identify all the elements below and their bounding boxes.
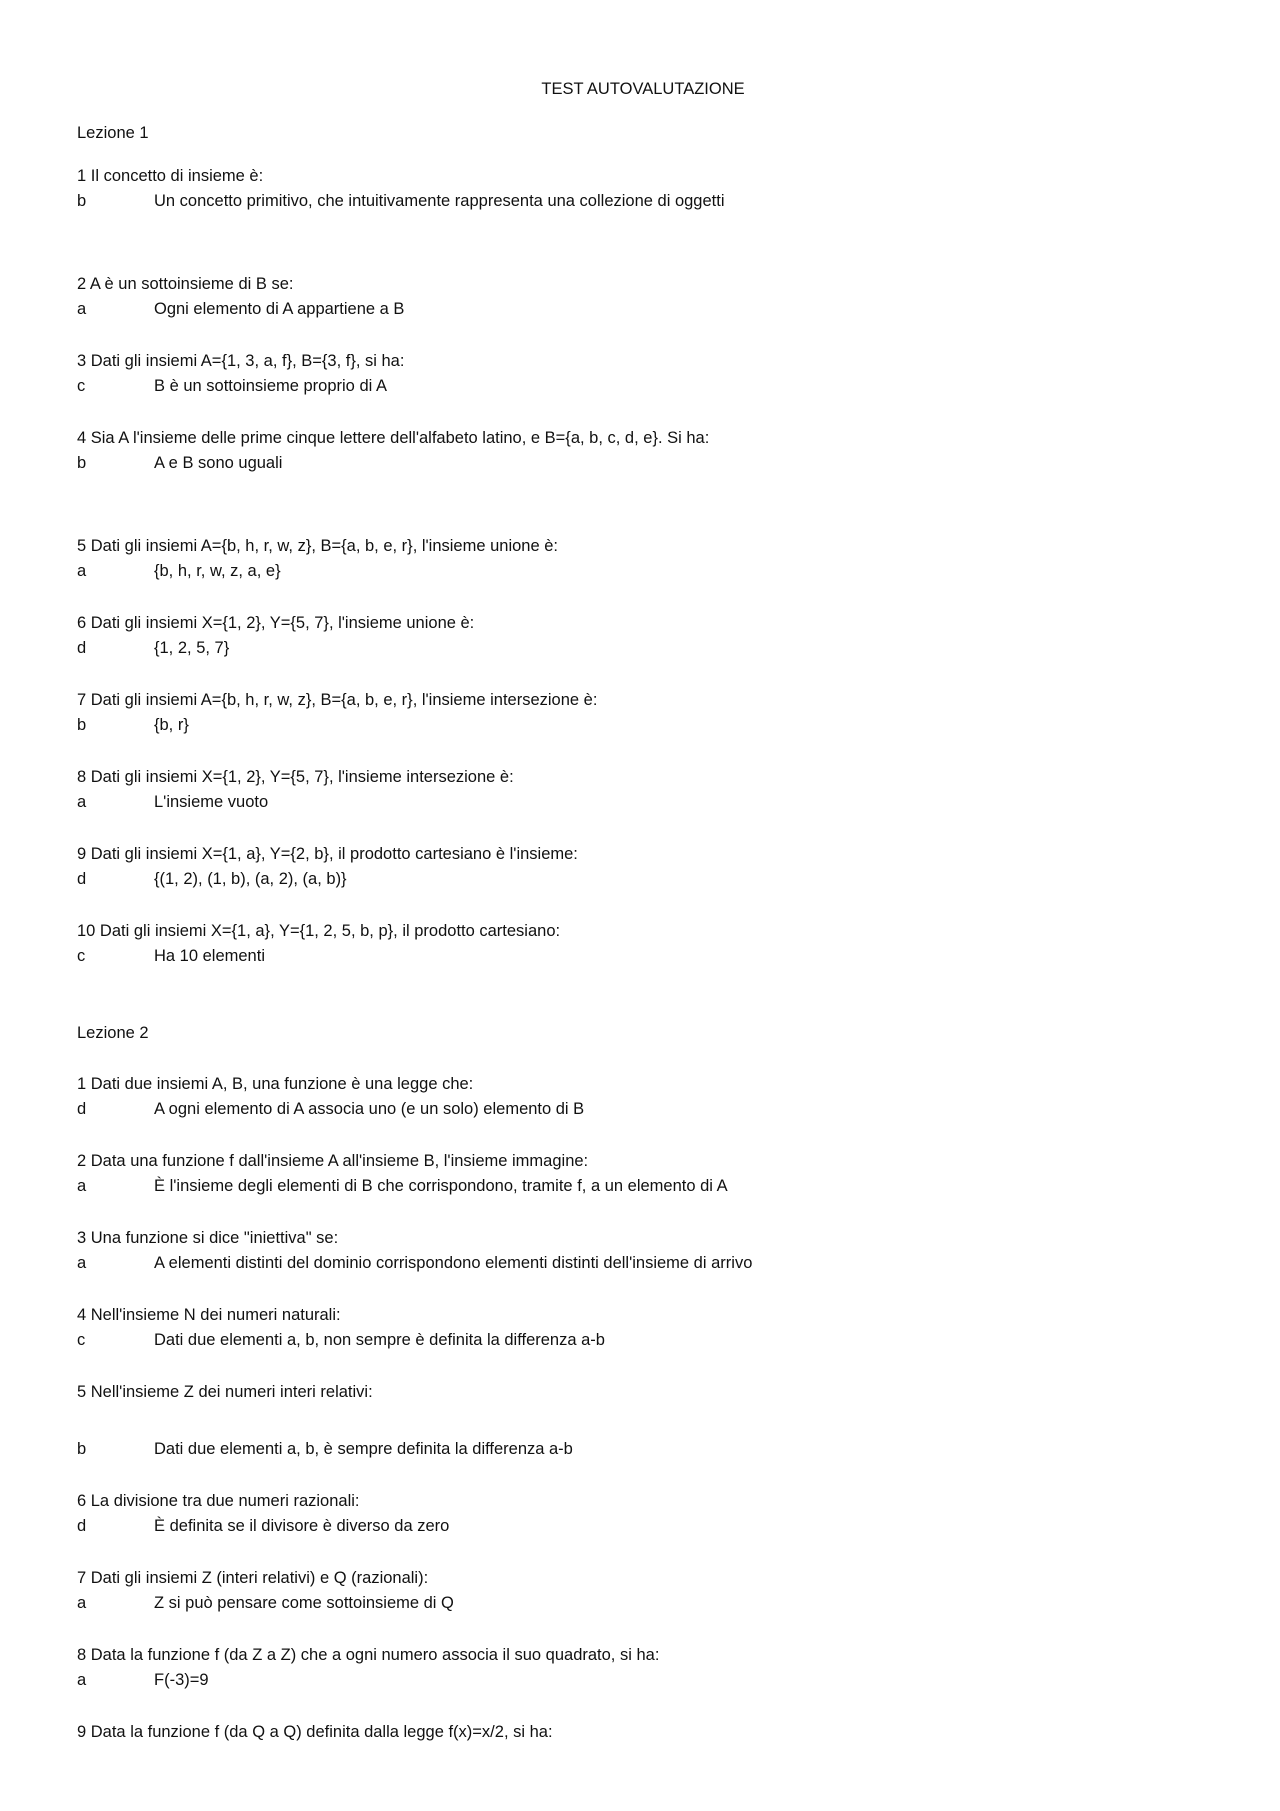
answer-letter: a (77, 562, 87, 580)
answer-row (77, 1669, 209, 1691)
answer-row (77, 1098, 584, 1120)
question-text: 4 Sia A l'insieme delle prime cinque lettere dell'alfabeto latino, e B={a, b, c, d, e}. Si ha: (77, 429, 710, 447)
answer-letter: d (77, 1517, 87, 1535)
answer-text: Z si può pensare come sottoinsieme di Q (154, 1594, 454, 1612)
answer-row (77, 1252, 752, 1274)
answer-row (77, 1175, 728, 1197)
answer-text: Dati due elementi a, b, non sempre è definita la differenza a-b (154, 1331, 605, 1349)
answer-letter: d (77, 870, 87, 888)
question-text: 9 Data la funzione f (da Q a Q) definita dalla legge f(x)=x/2, si ha: (77, 1723, 553, 1741)
answer-text: Un concetto primitivo, che intuitivamente rappresenta una collezione di oggetti (154, 192, 725, 210)
answer-letter: a (77, 1254, 87, 1272)
answer-letter: c (77, 947, 86, 965)
answer-text: {1, 2, 5, 7} (154, 639, 230, 657)
answer-letter: b (77, 454, 87, 472)
answer-letter: a (77, 1671, 87, 1689)
answer-text: Ogni elemento di A appartiene a B (154, 300, 405, 318)
answer-letter: b (77, 716, 87, 734)
answer-text: B è un sottoinsieme proprio di A (154, 377, 387, 395)
answer-letter: a (77, 1177, 87, 1195)
answer-text: A ogni elemento di A associa uno (e un solo) elemento di B (154, 1100, 585, 1118)
question-text: 2 Data una funzione f dall'insieme A all'insieme B, l'insieme immagine: (77, 1152, 589, 1170)
question-text: 5 Nell'insieme Z dei numeri interi relativi: (77, 1383, 373, 1401)
answer-row (77, 868, 347, 890)
question-text: 2 A è un sottoinsieme di B se: (77, 275, 294, 293)
answer-letter: b (77, 1440, 87, 1458)
question-text: 1 Il concetto di insieme è: (77, 167, 264, 185)
answer-row (77, 1329, 605, 1351)
question-text: 7 Dati gli insiemi A={b, h, r, w, z}, B={a, b, e, r}, l'insieme intersezione è: (77, 691, 598, 709)
answer-row (77, 1438, 573, 1460)
question-text: 6 La divisione tra due numeri razionali: (77, 1492, 360, 1510)
answer-row (77, 190, 725, 212)
answer-row (77, 1592, 454, 1614)
answer-text: È l'insieme degli elementi di B che corrispondono, tramite f, a un elemento di A (154, 1177, 728, 1195)
answer-text: F(-3)=9 (154, 1671, 209, 1689)
answer-letter: b (77, 192, 87, 210)
answer-row (77, 714, 189, 736)
question-text: 1 Dati due insiemi A, B, una funzione è una legge che: (77, 1075, 474, 1093)
lesson-heading: Lezione 1 (77, 124, 149, 142)
answer-text: A elementi distinti del dominio corrispondono elementi distinti dell'insieme di arrivo (154, 1254, 753, 1272)
answer-letter: a (77, 793, 87, 811)
answer-letter: d (77, 1100, 87, 1118)
answer-text: È definita se il divisore è diverso da zero (154, 1517, 450, 1535)
answer-row (77, 560, 281, 582)
answer-row (77, 452, 282, 474)
answer-row (77, 791, 268, 813)
answer-text: {b, h, r, w, z, a, e} (154, 562, 281, 580)
question-text: 8 Dati gli insiemi X={1, 2}, Y={5, 7}, l'insieme intersezione è: (77, 768, 514, 786)
answer-text: {b, r} (154, 716, 189, 734)
question-text: 4 Nell'insieme N dei numeri naturali: (77, 1306, 341, 1324)
lesson-heading: Lezione 2 (77, 1024, 149, 1042)
answer-letter: d (77, 639, 87, 657)
answer-text: Dati due elementi a, b, è sempre definita la differenza a-b (154, 1440, 573, 1458)
document-title: TEST AUTOVALUTAZIONE (541, 80, 745, 98)
question-text: 8 Data la funzione f (da Z a Z) che a ogni numero associa il suo quadrato, si ha: (77, 1646, 660, 1664)
question-text: 3 Dati gli insiemi A={1, 3, a, f}, B={3, f}, si ha: (77, 352, 405, 370)
answer-row (77, 637, 229, 659)
answer-row (77, 298, 404, 320)
answer-row (77, 945, 265, 967)
question-text: 3 Una funzione si dice "iniettiva" se: (77, 1229, 339, 1247)
question-text: 10 Dati gli insiemi X={1, a}, Y={1, 2, 5, b, p}, il prodotto cartesiano: (77, 922, 561, 940)
answer-text: L'insieme vuoto (154, 793, 269, 811)
question-text: 6 Dati gli insiemi X={1, 2}, Y={5, 7}, l'insieme unione è: (77, 614, 475, 632)
answer-row (77, 375, 387, 397)
answer-letter: c (77, 377, 86, 395)
answer-row (77, 1515, 449, 1537)
answer-text: A e B sono uguali (154, 454, 283, 472)
answer-letter: a (77, 300, 87, 318)
question-text: 7 Dati gli insiemi Z (interi relativi) e Q (razionali): (77, 1569, 429, 1587)
question-text: 9 Dati gli insiemi X={1, a}, Y={2, b}, il prodotto cartesiano è l'insieme: (77, 845, 578, 863)
question-text: 5 Dati gli insiemi A={b, h, r, w, z}, B={a, b, e, r}, l'insieme unione è: (77, 537, 559, 555)
answer-text: Ha 10 elementi (154, 947, 265, 965)
answer-letter: a (77, 1594, 87, 1612)
answer-text: {(1, 2), (1, b), (a, 2), (a, b)} (154, 870, 347, 888)
answer-letter: c (77, 1331, 86, 1349)
